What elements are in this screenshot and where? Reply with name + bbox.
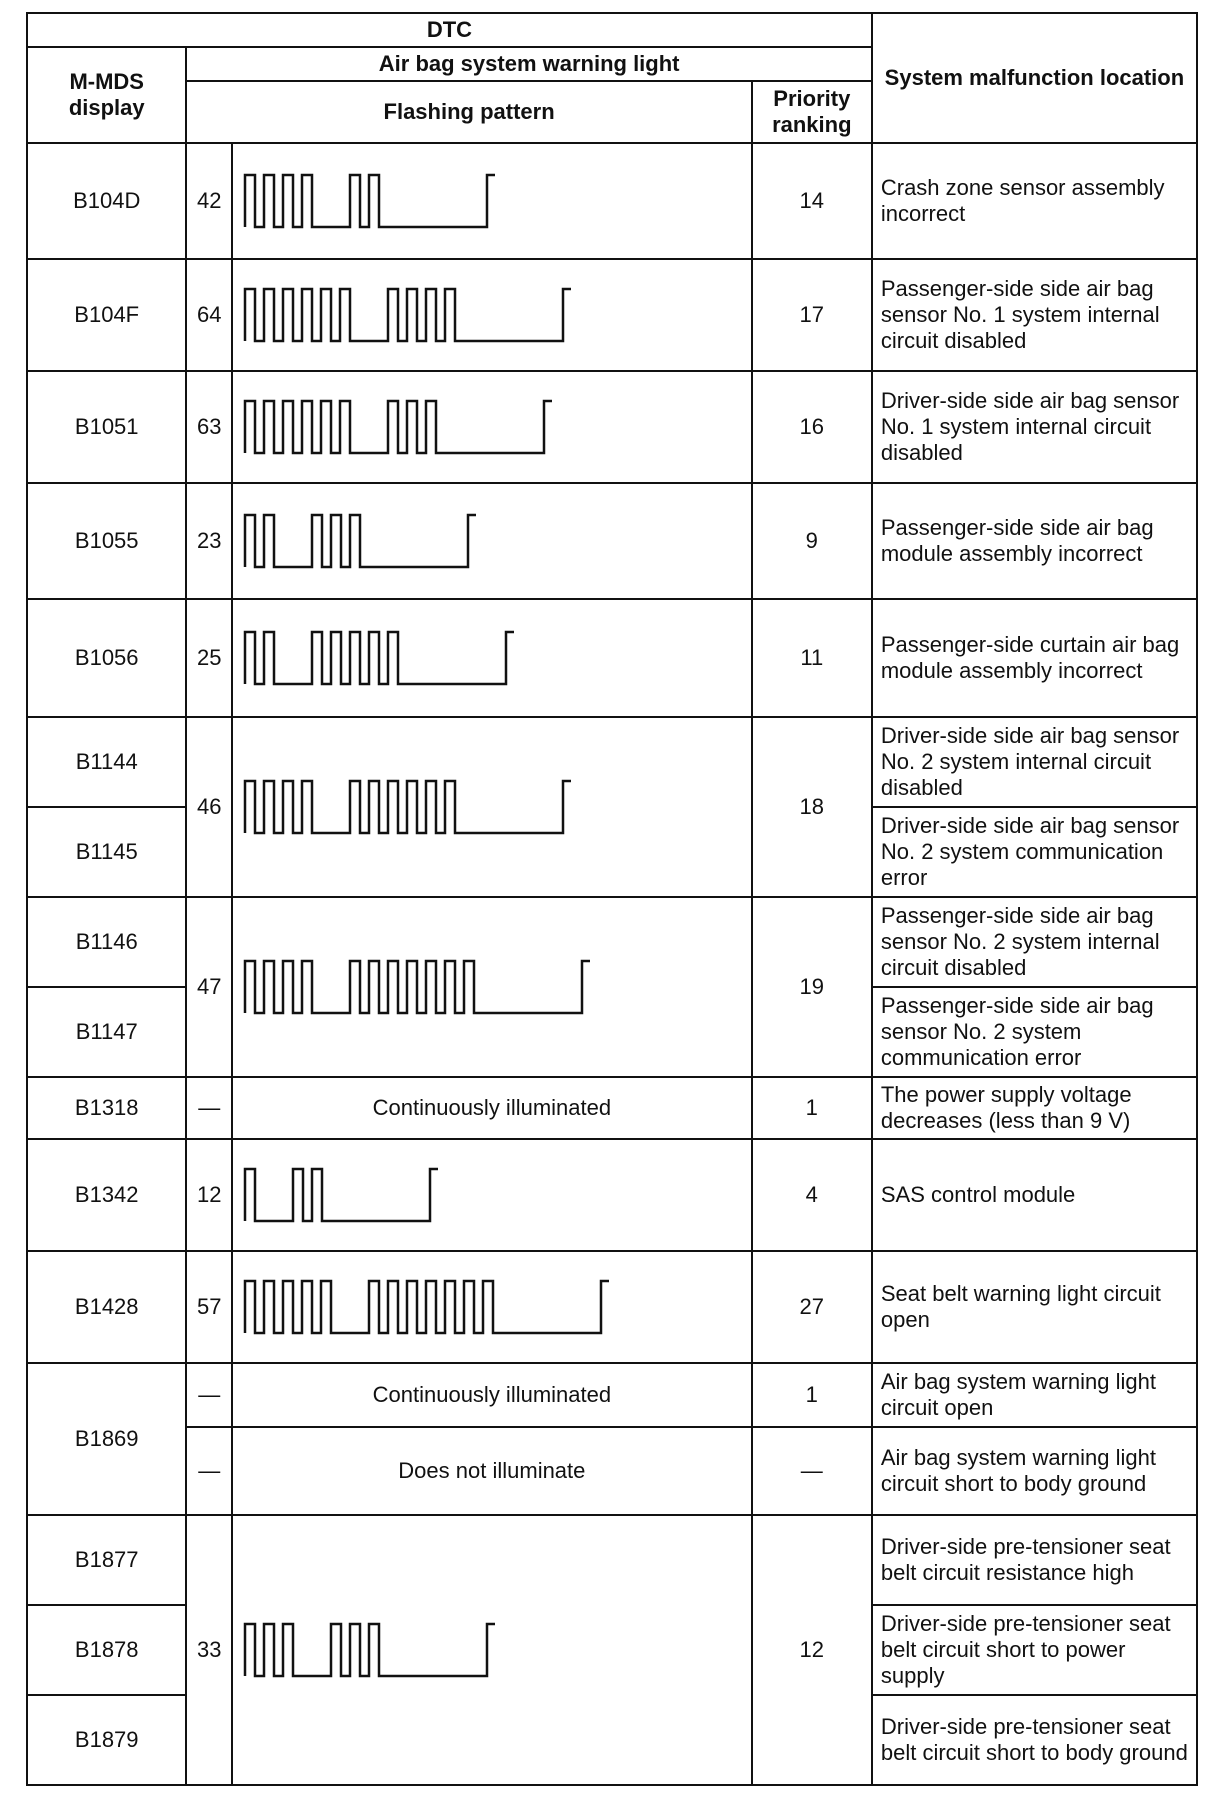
dtc-code: B1051: [27, 371, 186, 483]
flash-pattern-line: [245, 175, 495, 227]
malfunction-location: SAS control module: [872, 1139, 1197, 1251]
priority-ranking: 11: [752, 599, 872, 717]
dtc-number: —: [186, 1427, 232, 1515]
malfunction-location: Passenger-side curtain air bag module assembly incorrect: [872, 599, 1197, 717]
dtc-code: B104D: [27, 143, 186, 259]
malfunction-location: Passenger-side side air bag sensor No. 1 system internal circuit disabled: [872, 259, 1197, 371]
table-row: [27, 143, 1197, 259]
malfunction-location: Driver-side side air bag sensor No. 2 system communication error: [872, 807, 1197, 897]
malfunction-location: Air bag system warning light circuit short to body ground: [872, 1427, 1197, 1515]
priority-ranking: 17: [752, 259, 872, 371]
dtc-number: 57: [186, 1251, 232, 1363]
header-location: System malfunction location: [872, 13, 1197, 143]
flash-pattern-waveform: [233, 484, 751, 598]
dtc-code: B1428: [27, 1251, 186, 1363]
dtc-number: 47: [186, 897, 232, 1077]
table-row: [27, 259, 1197, 371]
malfunction-location: Passenger-side side air bag module assembly incorrect: [872, 483, 1197, 599]
header-flashing-pattern: Flashing pattern: [186, 81, 751, 143]
flash-pattern-text: Does not illuminate: [232, 1427, 752, 1515]
malfunction-location: Air bag system warning light circuit open: [872, 1363, 1197, 1427]
priority-ranking: 16: [752, 371, 872, 483]
table-row: [27, 1139, 1197, 1251]
flash-pattern: [232, 1515, 752, 1785]
malfunction-location: Driver-side pre-tensioner seat belt circuit short to body ground: [872, 1695, 1197, 1785]
dtc-number: —: [186, 1363, 232, 1427]
table-row: [27, 1427, 1197, 1515]
flash-pattern: [232, 599, 752, 717]
malfunction-location: Driver-side pre-tensioner seat belt circuit short to power supply: [872, 1605, 1197, 1695]
malfunction-location: Seat belt warning light circuit open: [872, 1251, 1197, 1363]
flash-pattern-line: [245, 401, 552, 453]
flash-pattern-text: Continuously illuminated: [232, 1077, 752, 1139]
flash-pattern-waveform: [233, 1140, 751, 1250]
table-row: [27, 371, 1197, 483]
malfunction-location: Passenger-side side air bag sensor No. 2 system internal circuit disabled: [872, 897, 1197, 987]
header-priority: Priority ranking: [752, 81, 872, 143]
dtc-code: B1879: [27, 1695, 186, 1785]
dtc-number: 42: [186, 143, 232, 259]
flash-pattern: [232, 143, 752, 259]
dtc-number: 12: [186, 1139, 232, 1251]
dtc-number: 46: [186, 717, 232, 897]
flash-pattern: [232, 259, 752, 371]
dtc-table: [26, 12, 1198, 1786]
flash-pattern: [232, 1251, 752, 1363]
priority-ranking: 19: [752, 897, 872, 1077]
header-warning-light: Air bag system warning light: [186, 47, 871, 81]
dtc-number: 33: [186, 1515, 232, 1785]
flash-pattern-waveform: [233, 144, 751, 258]
priority-ranking: 27: [752, 1251, 872, 1363]
flash-pattern: [232, 371, 752, 483]
dtc-number: 64: [186, 259, 232, 371]
malfunction-location: Driver-side side air bag sensor No. 1 system internal circuit disabled: [872, 371, 1197, 483]
flash-pattern-line: [245, 289, 571, 341]
flash-pattern-waveform: [233, 898, 751, 1076]
malfunction-location: Passenger-side side air bag sensor No. 2 system communication error: [872, 987, 1197, 1077]
dtc-code: B1342: [27, 1139, 186, 1251]
priority-ranking: 18: [752, 717, 872, 897]
flash-pattern-waveform: [233, 372, 751, 482]
priority-ranking: 14: [752, 143, 872, 259]
dtc-code: B1055: [27, 483, 186, 599]
flash-pattern-text: Continuously illuminated: [232, 1363, 752, 1427]
dtc-code: B1869: [27, 1363, 186, 1515]
table-row: [27, 599, 1197, 717]
flash-pattern-waveform: [233, 260, 751, 370]
flash-pattern-line: [245, 1281, 609, 1333]
flash-pattern-line: [245, 1624, 495, 1676]
priority-ranking: 9: [752, 483, 872, 599]
flash-pattern-line: [245, 515, 476, 567]
table-row: [27, 897, 1197, 987]
dtc-code: B1878: [27, 1605, 186, 1695]
dtc-number: 25: [186, 599, 232, 717]
malfunction-location: Driver-side pre-tensioner seat belt circuit resistance high: [872, 1515, 1197, 1605]
flash-pattern-line: [245, 961, 590, 1013]
table-row: [27, 1077, 1197, 1139]
flash-pattern-waveform: [233, 1252, 751, 1362]
flash-pattern: [232, 1139, 752, 1251]
flash-pattern: [232, 897, 752, 1077]
flash-pattern-waveform: [233, 1516, 751, 1784]
priority-ranking: —: [752, 1427, 872, 1515]
priority-ranking: 12: [752, 1515, 872, 1785]
flash-pattern-waveform: [233, 600, 751, 716]
flash-pattern: [232, 483, 752, 599]
dtc-code: B1146: [27, 897, 186, 987]
flash-pattern-line: [245, 632, 514, 684]
dtc-code: B1144: [27, 717, 186, 807]
table-row: [27, 483, 1197, 599]
flash-pattern-waveform: [233, 718, 751, 896]
flash-pattern: [232, 717, 752, 897]
malfunction-location: The power supply voltage decreases (less than 9 V): [872, 1077, 1197, 1139]
table-row: [27, 717, 1197, 807]
dtc-code: B1318: [27, 1077, 186, 1139]
dtc-number: —: [186, 1077, 232, 1139]
priority-ranking: 4: [752, 1139, 872, 1251]
dtc-number: 63: [186, 371, 232, 483]
priority-ranking: 1: [752, 1077, 872, 1139]
table-row: [27, 1515, 1197, 1605]
dtc-number: 23: [186, 483, 232, 599]
dtc-code: B1147: [27, 987, 186, 1077]
flash-pattern-line: [245, 781, 571, 833]
dtc-code: B1145: [27, 807, 186, 897]
malfunction-location: Crash zone sensor assembly incorrect: [872, 143, 1197, 259]
header-mmds: M-MDS display: [27, 47, 186, 143]
dtc-code: B1877: [27, 1515, 186, 1605]
table-row: [27, 1251, 1197, 1363]
dtc-code: B104F: [27, 259, 186, 371]
header-dtc: DTC: [27, 13, 872, 47]
priority-ranking: 1: [752, 1363, 872, 1427]
malfunction-location: Driver-side side air bag sensor No. 2 system internal circuit disabled: [872, 717, 1197, 807]
table-row: [27, 1363, 1197, 1427]
dtc-code: B1056: [27, 599, 186, 717]
flash-pattern-line: [245, 1169, 438, 1221]
